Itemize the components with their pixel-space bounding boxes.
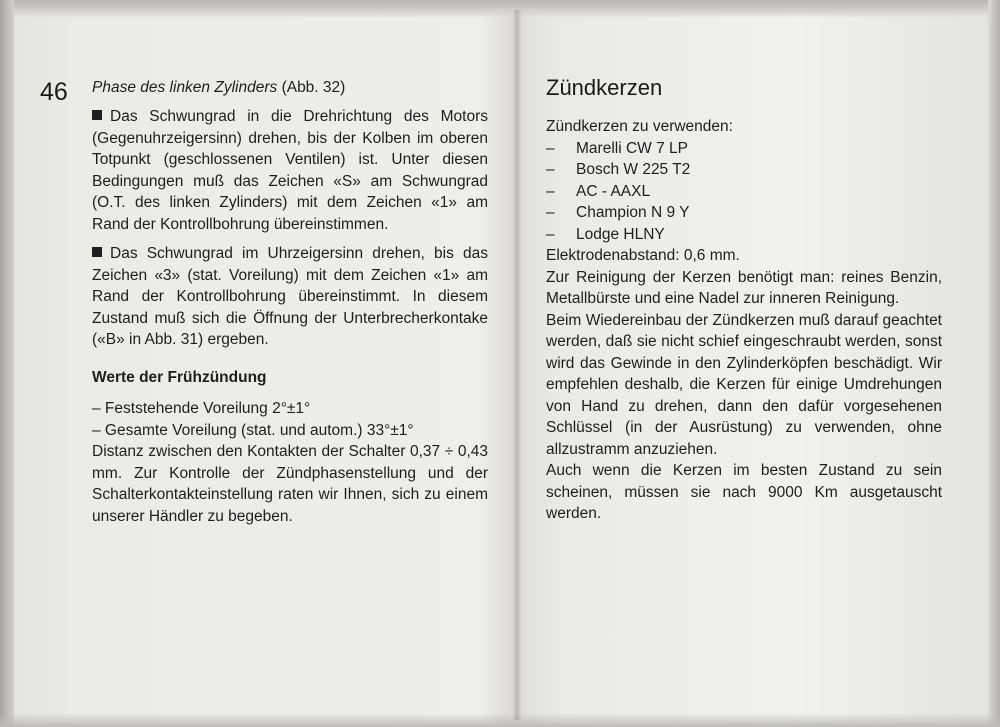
square-bullet-icon [92, 247, 102, 257]
section-heading-figure-ref: (Abb. 32) [281, 79, 346, 96]
dash: – [546, 204, 555, 221]
list-item [546, 181, 942, 203]
subheading-ignition-values: Werte der Frühzündung [92, 368, 267, 386]
dash: – [546, 225, 555, 243]
refit-paragraph: Beim Wiedereinbau der Zündkerzen muß darauf geachtet werden, daß sie nicht schief eingeschraubt werden, sonst wird das Gewinde in den Zylinderköpfen beschädigt. Wir empfehlen deshalb, die Kerzen für einige Umdrehungen von Hand zu drehen, dann den dafür vorgesehenen Schlüssel (in der Ausrüstung) zu verwenden, ohne allzustramm anzuziehen. [546, 311, 942, 458]
page-edge-right [988, 0, 1000, 727]
list-item [546, 138, 942, 160]
replace-paragraph: Auch wenn die Kerzen im besten Zustand zu sein scheinen, müssen sie nach 9000 Km ausgetauscht werden. [546, 462, 942, 522]
paragraph-flywheel-direction [92, 106, 488, 235]
paragraph-flywheel-clockwise [92, 243, 488, 351]
closing-paragraph: Distanz zwischen den Kontakten der Schalter 0,37 ÷ 0,43 mm. Zur Kontrolle der Zündphasenstellung und der Schalterkontakteinstellung raten wir Ihnen, sich zu einem unserer Händler zu begeben. [92, 443, 488, 525]
page-title: Zündkerzen [546, 75, 663, 100]
page-edge-bottom [0, 713, 1000, 727]
binding-gutter [512, 10, 522, 720]
spark-plug-model: AC - AAXL [576, 182, 651, 200]
total-advance-line: – Gesamte Voreilung (stat. und autom.) 33°±1° [92, 421, 414, 439]
paragraph-text: Das Schwungrad in die Drehrichtung des Motors (Gegenuhrzeigersinn) drehen, bis der Kolben im oberen Totpunkt (geschlossenen Ventilen) ist. Unter diesen Bedingungen muß das Zeichen «S» am Schwungrad (O.T. des linken Zylinders) mit dem Zeichen «1» am Rand der Kontrollbohrung übereinstimmen. [92, 108, 488, 233]
dash: – [546, 182, 555, 200]
dash: – [546, 139, 555, 157]
left-body [92, 106, 488, 527]
list-item [546, 159, 942, 181]
list-item [546, 202, 942, 224]
electrode-gap: Elektrodenabstand: 0,6 mm. [546, 247, 740, 264]
right-body [546, 116, 942, 525]
section-heading-title: Phase des linken Zylinders [92, 79, 278, 96]
page-edge-left [0, 0, 14, 727]
page-number: 46 [40, 78, 68, 106]
page-edge-top [0, 0, 1000, 18]
dash: – [546, 161, 555, 178]
spark-plug-model: Marelli CW 7 LP [576, 139, 688, 157]
cleaning-paragraph: Zur Reinigung der Kerzen benötigt man: reines Benzin, Metallbürste und eine Nadel zur inneren Reinigung. [546, 268, 942, 307]
spark-plug-model: Lodge HLNY [576, 225, 665, 243]
intro-line: Zündkerzen zu verwenden: [546, 118, 733, 135]
fixed-advance-line: – Feststehende Voreilung 2°±1° [92, 400, 311, 417]
list-item [546, 224, 942, 246]
section-heading [92, 78, 345, 98]
spark-plug-model: Bosch W 225 T2 [576, 161, 691, 178]
spark-plug-model: Champion N 9 Y [576, 204, 690, 221]
paragraph-text: Das Schwungrad im Uhrzeigersinn drehen, bis das Zeichen «3» (stat. Voreilung) mit dem Zeichen «1» am Rand der Kontrollbohrung übereinstimmt. In diesem Zustand muß sich die Öffnung der Unterbrecherkontake («B» in Abb. 31) ergeben. [92, 245, 488, 348]
square-bullet-icon [92, 110, 102, 120]
